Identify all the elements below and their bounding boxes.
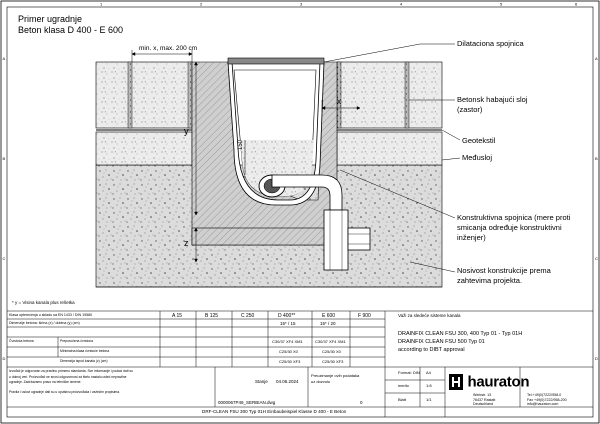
grid-marker-c-right: C <box>595 256 598 261</box>
row5-d400: C25/30 XF3 <box>279 359 301 364</box>
right-joint-b <box>405 62 409 128</box>
right-top-slab <box>337 62 442 128</box>
format-value: A4 <box>426 370 431 375</box>
product-line-2: DRAINFIX CLEAN FSU 500 Typ 01 <box>398 339 485 345</box>
label-interlayer: Međusloj <box>462 153 493 162</box>
label-construction-joint-1: Konstruktivna spojnica (mere proti <box>457 213 571 222</box>
label-construction-joint-3: inženjer) <box>457 233 486 242</box>
row3-e600: C30/37 XF4 XM1 <box>315 339 346 344</box>
row2-label: Dimenzije betona: širina (x) / dubina (y) (cm) <box>9 321 80 325</box>
grid-marker-2: 2 <box>200 1 203 7</box>
dim-z: z <box>184 238 189 248</box>
label-load-bearing-2: zahtevima projekta. <box>457 276 523 285</box>
class-e600: E 600 <box>322 313 336 319</box>
dim-y: y <box>184 126 189 136</box>
file-name: 0000067P49_SERBIAN.dwg <box>218 400 276 405</box>
note-1: Izvođač je odgovoran za pravilnu primenu standarda. Sve informacije i podaci dati su <box>9 369 133 373</box>
channel-bedding <box>192 228 337 245</box>
dim-top-width: min. x, max. 200 cm <box>139 45 198 52</box>
pipe-horizontal <box>348 228 370 250</box>
pipe-vertical <box>324 210 348 270</box>
class-b125: B 125 <box>205 313 219 319</box>
scale-value: 1:8 <box>426 383 432 388</box>
row2-d400: 15* / 15 <box>280 321 296 326</box>
left-joint-a <box>128 62 132 128</box>
approval-note-2: uz dozvolu <box>311 379 331 384</box>
contact-1: Tel.+49(0)7222/958-0 <box>527 393 562 397</box>
grid-marker-4: 4 <box>400 1 403 7</box>
date-label: Stanje <box>255 379 268 384</box>
format-label: Format: DIN <box>398 370 420 375</box>
left-interlayer <box>96 132 192 165</box>
right-joint-a <box>337 62 341 128</box>
left-joint-b <box>188 62 192 128</box>
left-top-slab <box>96 62 192 128</box>
contact-3: info@hauraton.com <box>527 402 559 406</box>
label-expansion-joint: Dilataciona spojnica <box>457 39 524 48</box>
drawing-title <box>18 14 123 36</box>
class-d400: D 400** <box>278 313 296 319</box>
class-f900: F 900 <box>358 313 371 319</box>
label-construction-joint-2: smicanja određuje konstruktivni <box>457 223 562 232</box>
grid-marker-d-right: D <box>595 356 598 361</box>
contact-2: Fax +49(0)7222/958-200 <box>527 397 567 402</box>
label-load-bearing-1: Nosivost konstrukcije prema <box>457 266 551 275</box>
grid-marker-a-right: A <box>595 56 598 61</box>
row5-label: Dimenzija ispod kanala (z) (cm) <box>60 359 108 363</box>
row4-e600: C25/30 X0 <box>322 349 341 354</box>
title-block <box>7 311 593 417</box>
row2-e600: 15* / 20 <box>320 321 336 326</box>
grid-marker-c: C <box>2 256 6 261</box>
logo-mark-icon <box>449 374 463 390</box>
grid-marker-3: 3 <box>300 1 303 7</box>
label-concrete-layer-1: Betonsk habajući sloj <box>457 95 528 104</box>
address-3: Deutschland <box>473 402 493 406</box>
approval-note-1: Preuzimanje ovih podataka <box>311 373 360 378</box>
approval-note <box>311 373 359 385</box>
label-concrete-layer <box>457 95 527 115</box>
row5-e600: C25/30 XF3 <box>322 359 344 364</box>
note-2: u dobroj veri. Proizvođač ne snosi odgovornost za štetu nastalu usled nepravilne <box>9 374 127 379</box>
scale-label: merilo <box>398 383 409 388</box>
grid-marker-a: A <box>2 56 6 61</box>
row3-d400: C30/37 XF4 XM1 <box>272 339 303 344</box>
page-label: Blatt <box>398 397 407 402</box>
notes <box>9 369 133 395</box>
address-2: 76437 Rastatt <box>473 397 496 402</box>
row3-label-a: Čvrstoća betona <box>9 339 34 343</box>
channel-grate <box>228 58 324 64</box>
class-a15: A 15 <box>172 313 183 319</box>
logo-text: hauraton <box>467 373 530 391</box>
dim-150: 150 <box>238 139 244 150</box>
product-line-1: DRAINFIX CLEAN FSU 300, 400 Typ 01 - Typ 01H <box>398 331 523 337</box>
product-line-3: according to DIBT approval <box>398 347 465 353</box>
date-value: 04.06.2024 <box>276 379 299 384</box>
row4-d400: C25/30 X0 <box>279 349 298 354</box>
title-line-1: Primer ugradnje <box>18 14 83 24</box>
label-construction-joint <box>457 213 570 243</box>
sheet-number: 0 <box>360 400 363 405</box>
label-load-bearing <box>457 266 551 286</box>
row4-label: Minimalna klasa čvrstoće betona <box>60 349 110 353</box>
grid-marker-b: B <box>2 156 6 161</box>
title-line-2: Beton klasa D 400 - E 600 <box>18 25 124 35</box>
grid-marker-1: 1 <box>100 1 103 7</box>
cross-section <box>96 58 442 287</box>
note-4: Pravila i uslovi ugradnje dati su u uputstvu proizvođača i važećim propisima. <box>9 389 121 394</box>
class-c250: C 250 <box>241 313 255 319</box>
dim-x: x <box>337 97 341 106</box>
address <box>473 393 495 407</box>
contact <box>527 393 567 407</box>
right-interlayer <box>337 132 442 165</box>
grid-marker-b-right: B <box>595 156 598 161</box>
label-concrete-layer-2: (zastor) <box>457 105 483 114</box>
row3-label-b: Preporučena čvrstoća <box>60 339 93 343</box>
note-3: ugradnje. Zadržavamo pravo na tehničke izmene. <box>9 380 82 384</box>
page-value: 1/1 <box>426 397 432 402</box>
grid-marker-d: D <box>2 356 6 361</box>
label-geotextile: Geotekstil <box>462 136 496 145</box>
grid-marker-5: 5 <box>500 1 503 7</box>
product-info <box>398 330 522 354</box>
footnote: * y = Visina kanala plus rešetka <box>12 300 75 305</box>
address-1: Werkstr. 13 <box>473 393 492 397</box>
grid-marker-6: 6 <box>575 1 578 7</box>
product-header: Važi za sledeće sisteme kanala <box>398 313 461 318</box>
row1-label: Klasa opterećenja u skladu sa EN 1433 / DIN 19580 <box>9 313 93 317</box>
drawing-description: DRF-CLEAN FSU 300 Typ 01H Einbaubeispiel Klasse D 400 - E Beton <box>202 409 347 414</box>
hauraton-logo <box>449 373 529 391</box>
